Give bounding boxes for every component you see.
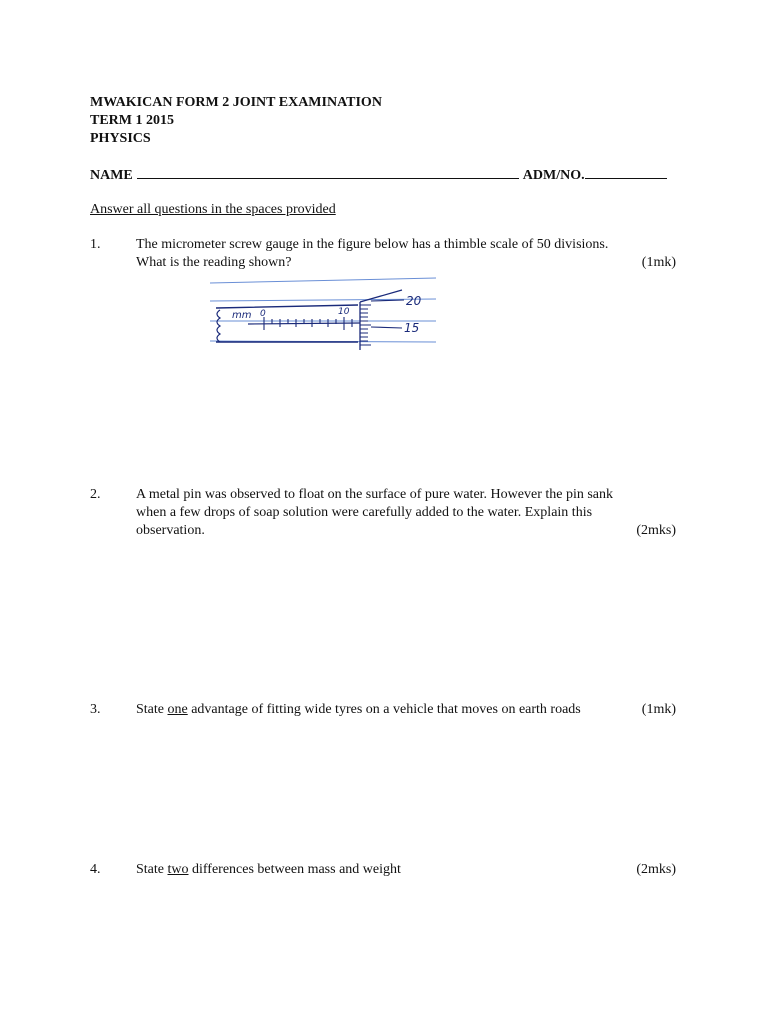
ruled-line [210,278,436,283]
question-number: 1. [90,237,101,252]
exam-term: TERM 1 2015 [90,113,174,128]
student-details-row [90,165,680,185]
question-4 [90,861,676,879]
question-number: 2. [90,487,101,502]
question-text-line [136,861,676,879]
sleeve-ten-label: 10 [338,307,350,317]
adm-field[interactable] [585,165,667,179]
thimble-upper-label: 20 [406,294,422,308]
sleeve-unit-label: mm [232,310,252,321]
question-number: 3. [90,702,101,717]
question-1 [90,236,676,272]
question-body [136,701,676,719]
question-text-line: when a few drops of soap solution were carefully added to the water. Explain this [136,505,593,520]
thimble-scale-ticks [360,305,371,345]
thimble-pointer-lower [371,327,402,328]
question-number: 4. [90,862,101,877]
question-text-pre: State [136,862,168,877]
exam-title: MWAKICAN FORM 2 JOINT EXAMINATION [90,95,382,110]
question-text-line: A metal pin was observed to float on the surface of pure water. However the pin sank [136,487,614,502]
instructions: Answer all questions in the spaces provided [90,202,336,217]
question-3 [90,701,676,719]
adm-label: ADM/NO. [522,168,585,183]
sleeve-zero-label: 0 [260,309,266,319]
question-text-line: What is the reading shown? [136,255,292,270]
thimble-lower-label: 15 [404,321,420,335]
question-text-post: differences between mass and weight [188,862,401,877]
question-text-line: observation. [136,523,205,538]
question-text-post: advantage of fitting wide tyres on a vehicle that moves on earth roads [187,702,581,717]
question-marks: (2mks) [636,862,676,877]
micrometer-figure [208,272,440,352]
question-body [136,861,676,879]
name-field[interactable] [137,165,519,179]
question-text-pre: State [136,702,168,717]
question-marks: (2mks) [636,523,676,538]
exam-subject: PHYSICS [90,131,151,146]
question-body [136,486,676,540]
question-text-line [136,701,676,719]
sleeve-break-mark [217,310,220,342]
question-2 [90,486,676,540]
question-emphasis: two [167,862,189,877]
exam-header [90,94,382,148]
question-text-line: The micrometer screw gauge in the figure below has a thimble scale of 50 divisions. [136,237,609,252]
question-marks: (1mk) [641,255,676,270]
thimble-pointer-upper [371,300,404,301]
question-marks: (1mk) [641,702,676,717]
question-emphasis: one [167,702,188,717]
question-body [136,236,676,272]
name-label: NAME [90,168,133,183]
